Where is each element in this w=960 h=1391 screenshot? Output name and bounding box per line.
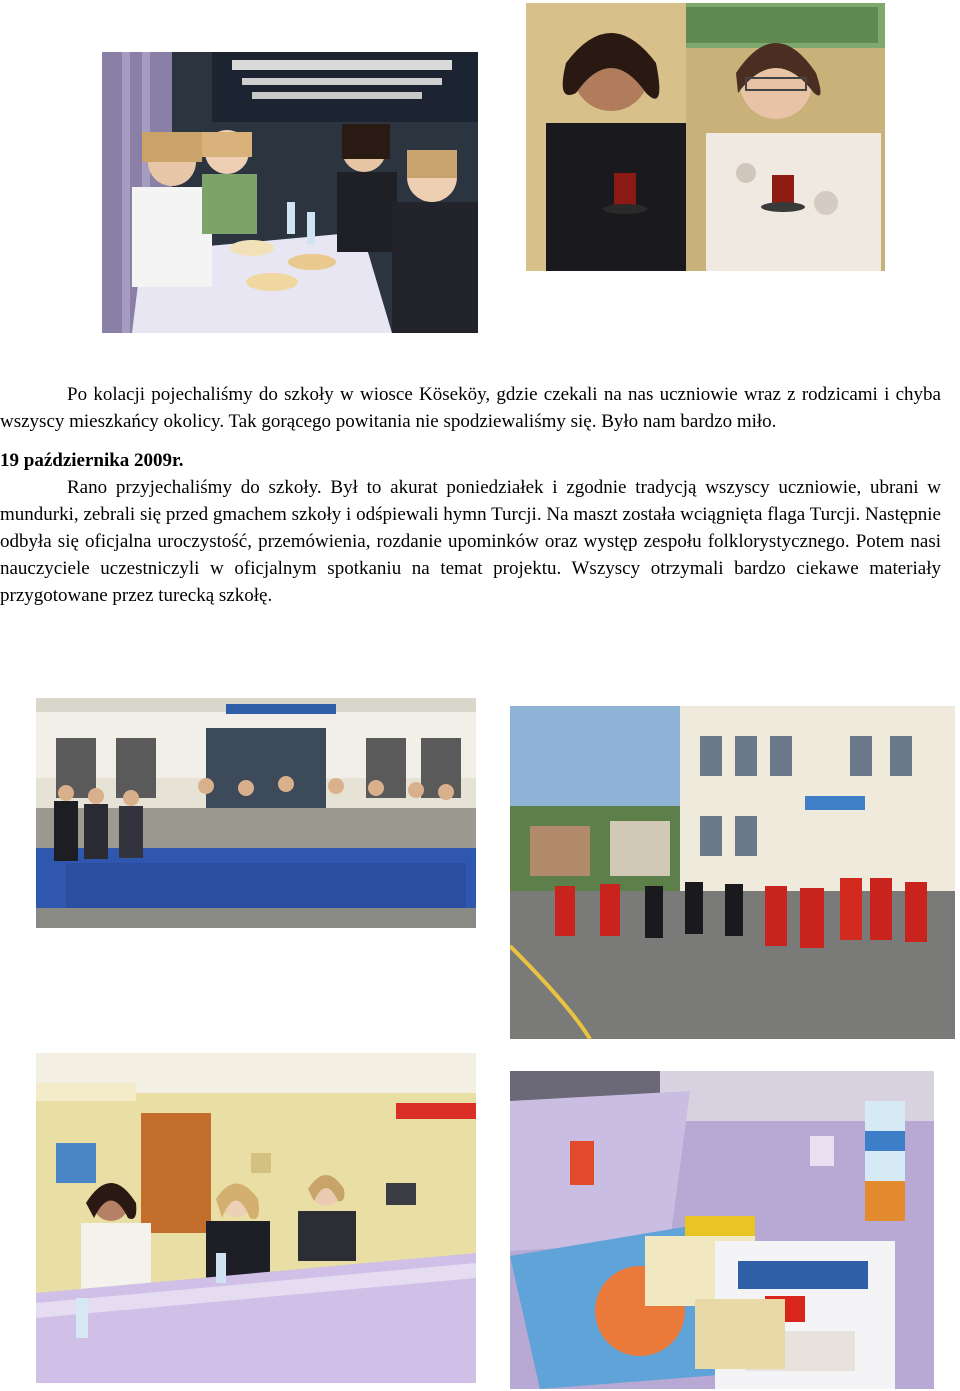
project-materials-photo	[510, 1071, 934, 1389]
restaurant-dinner-photo	[102, 52, 478, 333]
project-meeting-photo	[36, 1053, 476, 1383]
school-assembly-photo	[36, 698, 476, 928]
teachers-tea-photo	[526, 3, 885, 271]
date-heading: 19 października 2009r.	[0, 450, 184, 471]
paragraph-arrival: Po kolacji pojechaliśmy do szkoły w wiosce Köseköy, gdzie czekali na nas uczniowie wraz z rodzicami i chyba wszyscy mieszkańcy okolicy. Tak gorącego powitania nie spodziewaliśmy się. Było nam bardzo miło.	[0, 384, 941, 432]
paragraph-school-day: Rano przyjechaliśmy do szkoły. Był to akurat poniedziałek i zgodnie tradycją wszyscy uczniowie, ubrani w mundurki, zebrali się przed gmachem szkoły i odśpiewali hymn Turcji. Na maszt została wciągnięta flaga Turcji. Następnie odbyła się oficjalna uroczystość, przemówienia, rozdanie upominków oraz występ zespołu folklorystycznego. Potem nasi nauczyciele uczestniczyli w oficjalnym spotkaniu na temat projektu. Wszyscy otrzymali bardzo ciekawe materiały przygotowane przez turecką szkołę.	[0, 477, 941, 606]
article-text	[0, 381, 941, 609]
folk-dance-photo	[510, 706, 955, 1039]
